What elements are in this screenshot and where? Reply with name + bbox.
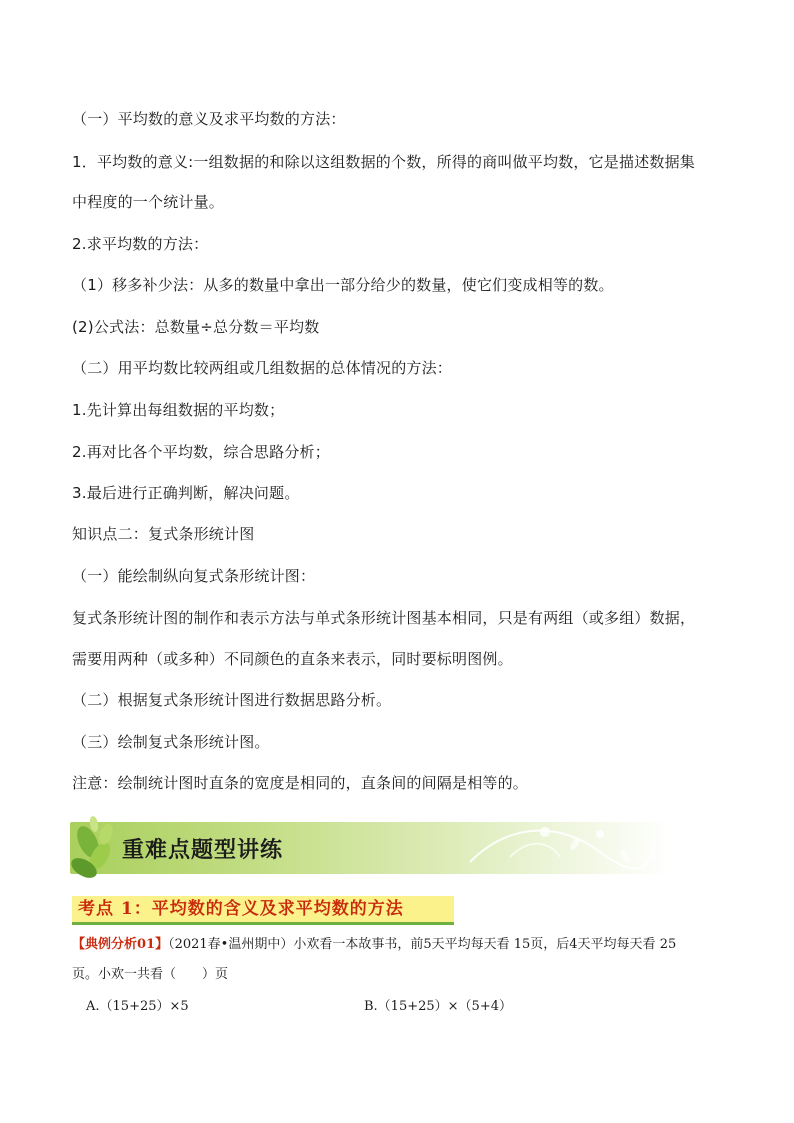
banner-title: 重难点题型讲练 bbox=[122, 838, 284, 863]
leaf-cluster-icon bbox=[70, 812, 130, 888]
topic-highlight-bar bbox=[72, 896, 454, 925]
option-a: A.（15+25）×5 bbox=[86, 999, 189, 1014]
example-tag: 【典例分析01】 bbox=[72, 937, 169, 952]
paragraph-chart-method: 复式条形统计图的制作和表示方法与单式条形统计图基本相同，只是有两组（或多组）数据， bbox=[72, 609, 696, 627]
floral-swirl-icon bbox=[450, 812, 660, 882]
section-banner bbox=[70, 812, 680, 888]
example-line-1 bbox=[72, 936, 676, 954]
knowledge-point-2: 知识点二：复式条形统计图 bbox=[72, 525, 255, 543]
example-text: （2021春•温州期中）小欢看一本故事书，前5天平均每天看 15页，后4天平均每天看 25 bbox=[168, 937, 677, 952]
heading-average-method: 2.求平均数的方法： bbox=[72, 235, 209, 253]
method-move-compensate: （1）移多补少法：从多的数量中拿出一部分给少的数量，使它们变成相等的数。 bbox=[72, 276, 614, 294]
method-formula: (2)公式法：总数量÷总分数＝平均数 bbox=[72, 318, 320, 336]
step-3: 3.最后进行正确判断，解决问题。 bbox=[72, 484, 300, 502]
topic-label: 考点 1：平均数的含义及求平均数的方法 bbox=[78, 899, 404, 919]
heading-draw-chart: （一）能绘制纵向复式条形统计图： bbox=[72, 567, 316, 585]
paragraph-chart-method-cont: 需要用两种（或多种）不同颜色的直条来表示，同时要标明图例。 bbox=[72, 650, 513, 668]
paragraph-average-definition-cont: 中程度的一个统计量。 bbox=[72, 193, 225, 211]
option-b: B.（15+25）×（5+4） bbox=[364, 999, 512, 1014]
heading-draw-compound-chart: （三）绘制复式条形统计图。 bbox=[72, 733, 270, 751]
paragraph-average-definition: 1．平均数的意义:一组数据的和除以这组数据的个数，所得的商叫做平均数，它是描述数据集 bbox=[72, 153, 696, 171]
heading-compare-groups: （二）用平均数比较两组或几组数据的总体情况的方法： bbox=[72, 359, 453, 377]
step-1: 1.先计算出每组数据的平均数； bbox=[72, 401, 285, 419]
heading-analyze-chart: （二）根据复式条形统计图进行数据思路分析。 bbox=[72, 691, 392, 709]
heading-average-meaning: （一）平均数的意义及求平均数的方法： bbox=[72, 110, 346, 128]
note: 注意：绘制统计图时直条的宽度是相同的，直条间的间隔是相等的。 bbox=[72, 774, 529, 792]
step-2: 2.再对比各个平均数，综合思路分析； bbox=[72, 443, 330, 461]
example-line-2: 页。小欢一共看（ ）页 bbox=[72, 967, 229, 982]
